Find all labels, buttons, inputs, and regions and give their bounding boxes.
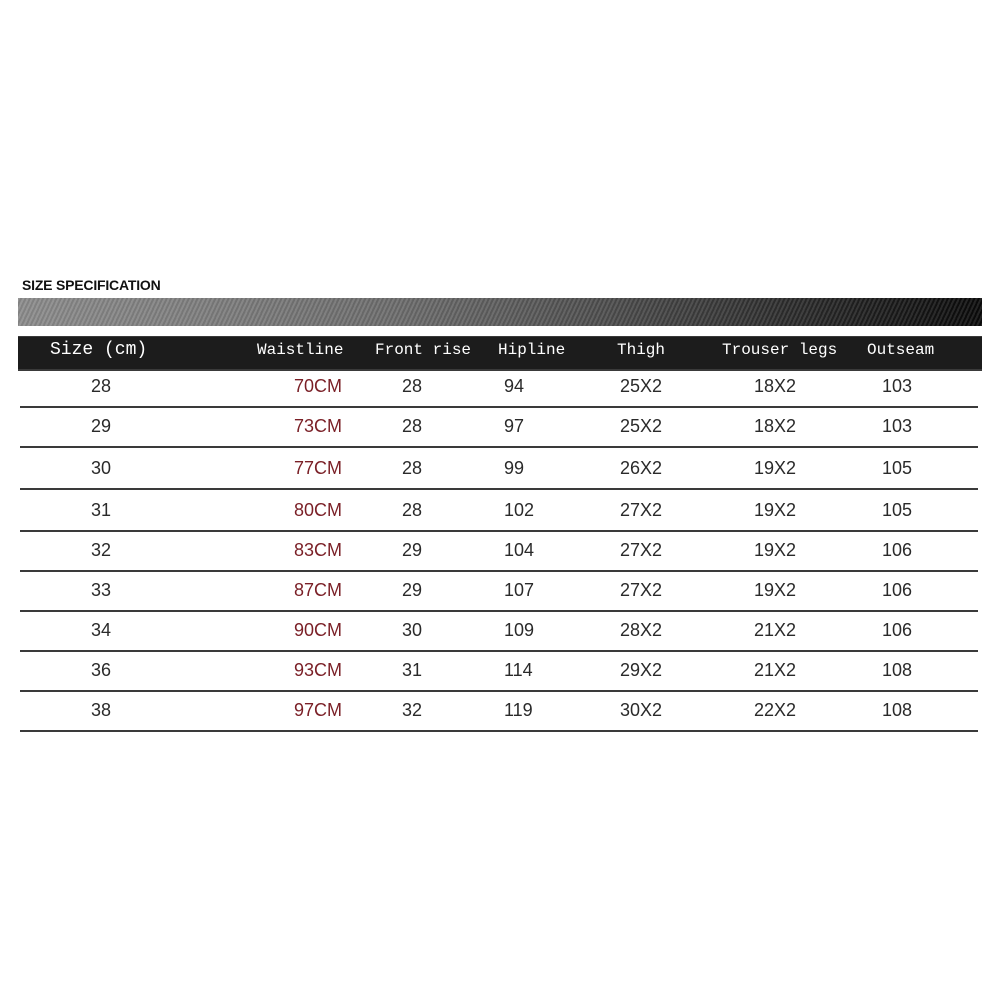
cell-waistline: 87CM: [294, 580, 343, 600]
cell-outseam: 105: [882, 458, 913, 478]
cell-size: 38: [91, 700, 112, 720]
table-row: [20, 692, 978, 732]
cell-waistline: 73CM: [294, 416, 343, 436]
cell-waistline: 77CM: [294, 458, 343, 478]
table-row: [20, 450, 978, 490]
cell-thigh: 27X2: [620, 580, 663, 600]
size-specification-table: [18, 268, 982, 744]
cell-thigh: 26X2: [620, 458, 663, 478]
cell-trouser-legs: 19X2: [754, 458, 797, 478]
cell-waistline: 80CM: [294, 500, 343, 520]
cell-thigh: 28X2: [620, 620, 663, 640]
cell-size: 29: [91, 416, 112, 436]
cell-size: 34: [91, 620, 112, 640]
cell-trouser-legs: 19X2: [754, 500, 797, 520]
table-row: [20, 532, 978, 572]
cell-thigh: 27X2: [620, 540, 663, 560]
cell-front-rise: 28: [402, 458, 423, 478]
cell-hipline: 97: [504, 416, 525, 436]
cell-front-rise: 28: [402, 500, 423, 520]
cell-thigh: 30X2: [620, 700, 663, 720]
cell-outseam: 106: [882, 580, 913, 600]
cell-outseam: 105: [882, 500, 913, 520]
cell-hipline: 119: [504, 700, 533, 720]
table-row: [20, 408, 978, 448]
cell-trouser-legs: 21X2: [754, 620, 797, 640]
table-row: [20, 612, 978, 652]
cell-hipline: 99: [504, 458, 525, 478]
cell-thigh: 29X2: [620, 660, 663, 680]
table-row: [20, 368, 978, 408]
cell-hipline: 114: [504, 660, 533, 680]
cell-outseam: 108: [882, 700, 913, 720]
cell-hipline: 107: [504, 580, 535, 600]
cell-size: 30: [91, 458, 112, 478]
cell-outseam: 106: [882, 540, 913, 560]
cell-front-rise: 31: [402, 660, 423, 680]
cell-waistline: 70CM: [294, 376, 343, 396]
cell-front-rise: 32: [402, 700, 423, 720]
cell-waistline: 97CM: [294, 700, 343, 720]
cell-trouser-legs: 19X2: [754, 580, 797, 600]
cell-trouser-legs: 18X2: [754, 376, 797, 396]
cell-hipline: 109: [504, 620, 535, 640]
cell-thigh: 27X2: [620, 500, 663, 520]
cell-trouser-legs: 21X2: [754, 660, 797, 680]
table-row: [20, 492, 978, 532]
cell-hipline: 102: [504, 500, 535, 520]
cell-thigh: 25X2: [620, 416, 663, 436]
cell-trouser-legs: 19X2: [754, 540, 797, 560]
cell-hipline: 104: [504, 540, 535, 560]
header-size: Size (cm): [50, 340, 148, 360]
table-row: [20, 572, 978, 612]
cell-size: 36: [91, 660, 112, 680]
cell-front-rise: 30: [402, 620, 423, 640]
table-header-row: [18, 336, 982, 371]
cell-front-rise: 29: [402, 580, 423, 600]
cell-size: 31: [91, 500, 112, 520]
cell-waistline: 83CM: [294, 540, 343, 560]
header-trouser-legs: Trouser legs: [722, 341, 838, 359]
cell-front-rise: 28: [402, 376, 423, 396]
title-gradient-bar: [18, 298, 982, 326]
header-front-rise: Front rise: [375, 341, 472, 359]
cell-trouser-legs: 22X2: [754, 700, 797, 720]
header-outseam: Outseam: [867, 341, 935, 359]
cell-size: 33: [91, 580, 112, 600]
table-title: SIZE SPECIFICATION: [22, 277, 161, 293]
cell-hipline: 94: [504, 376, 525, 396]
cell-size: 32: [91, 540, 112, 560]
header-hipline: Hipline: [498, 341, 566, 359]
cell-thigh: 25X2: [620, 376, 663, 396]
cell-outseam: 103: [882, 376, 913, 396]
cell-size: 28: [91, 376, 112, 396]
cell-waistline: 90CM: [294, 620, 343, 640]
cell-waistline: 93CM: [294, 660, 343, 680]
header-waistline: Waistline: [257, 341, 344, 359]
cell-outseam: 103: [882, 416, 913, 436]
cell-trouser-legs: 18X2: [754, 416, 797, 436]
cell-outseam: 108: [882, 660, 913, 680]
table-row: [20, 652, 978, 692]
cell-front-rise: 29: [402, 540, 423, 560]
cell-outseam: 106: [882, 620, 913, 640]
header-thigh: Thigh: [617, 341, 666, 359]
cell-front-rise: 28: [402, 416, 423, 436]
